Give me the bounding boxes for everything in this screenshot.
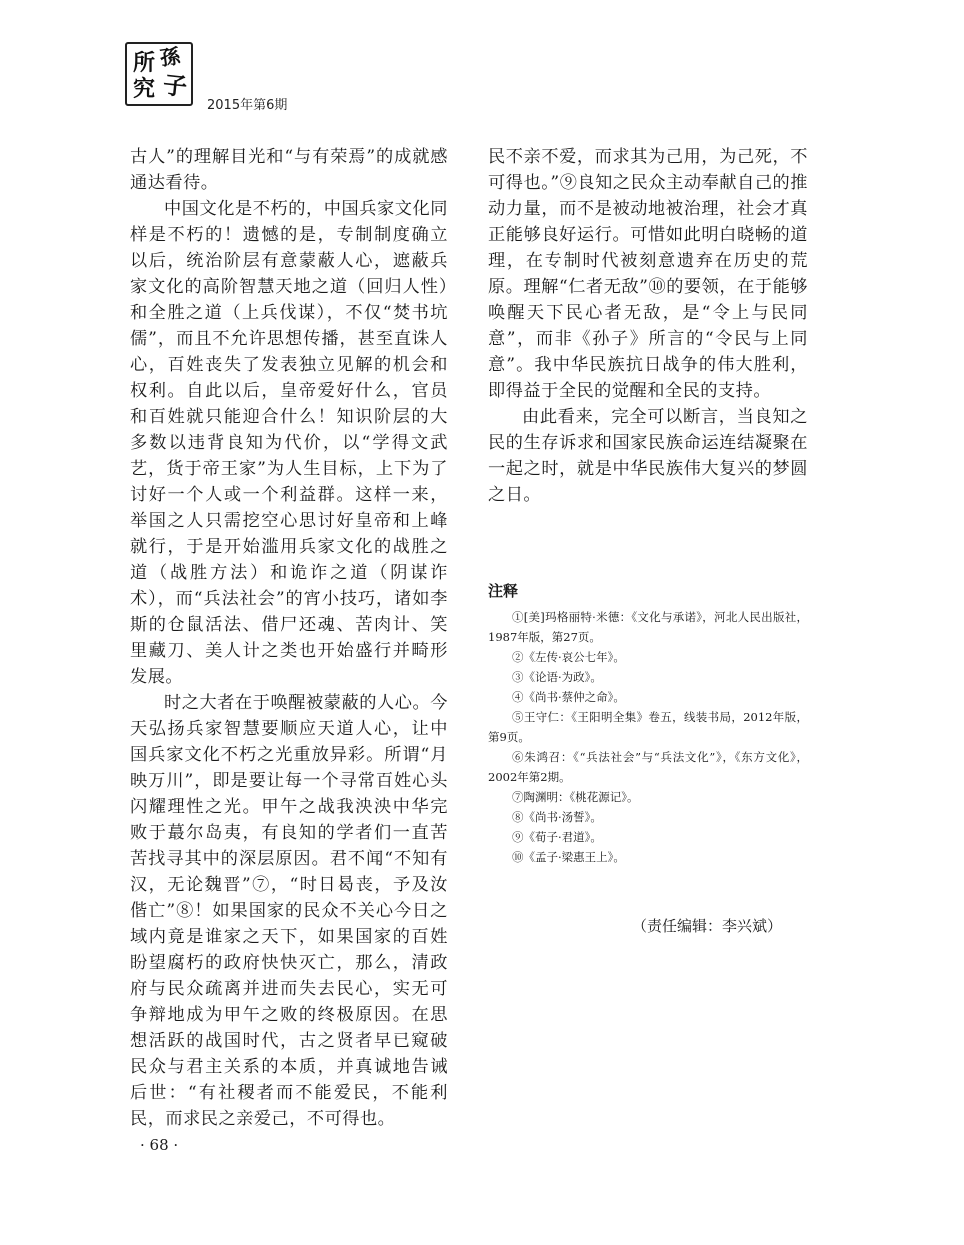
paragraph: 民不亲不爱，而求其为己用，为己死，不可得也。”⑨良知之民众主动奉献自己的推动力量，而不是被动地被治理，社会才真正能够良好运行。可惜如此明白晓畅的道理，在专制时代被刻意遗弃在历史的荒原。理解“仁者无敌”⑩的要领，在于能够唤醒天下民心者无敌，是“令上与民同意”，而非《孙子》所言的“令民与上同意”。我中华民族抗日战争的伟大胜利，即得益于全民的觉醒和全民的支持。: [488, 147, 808, 401]
issue-label: 2015年第6期: [207, 98, 288, 113]
paragraph: 中国文化是不朽的，中国兵家文化同样是不朽的！遗憾的是，专制制度确立以后，统治阶层有意蒙蔽人心，遮蔽兵家文化的高阶智慧天地之道（回归人性）和全胜之道（上兵伐谋），不仅“焚书坑儒”，而且不允许思想传播，甚至直诛人心，百姓丧失了发表独立见解的机会和权利。自此以后，皇帝爱好什么，官员和百姓就只能迎合什么！知识阶层的大多数以违背良知为代价，以“学得文武艺，货于帝王家”为人生目标，上下为了讨好一个人或一个利益群。这样一来，举国之人只需挖空心思讨好皇帝和上峰就行，于是开始滥用兵家文化的战胜之道（战胜方法）和诡诈之道（阴谋诈术），而“兵法社会”的宵小技巧，诸如李斯的仓鼠活法、借尸还魂、苦肉计、笑里藏刀、美人计之类也开始盛行并畸形发展。: [130, 199, 448, 687]
notes-list: [488, 607, 808, 867]
notes-title: 注释: [488, 582, 519, 600]
note-item: ③《论语·为政》。: [512, 670, 602, 684]
paragraph: 由此看来，完全可以断言，当良知之民的生存诉求和国家民族命运连结凝聚在一起之时，就是中华民族伟大复兴的梦圆之日。: [488, 407, 808, 505]
note-item: ⑦陶渊明：《桃花源记》。: [512, 790, 639, 804]
note-item: ⑩《孟子·梁惠王上》。: [512, 850, 625, 864]
paragraph: 时之大者在于唤醒被蒙蔽的人心。今天弘扬兵家智慧要顺应天道人心，让中国兵家文化不朽之光重放异彩。所谓“月映万川”，即是要让每一个寻常百姓心头闪耀理性之光。甲午之战我泱泱中华完败于蕞尔岛夷，有良知的学者们一直苦苦找寻其中的深层原因。君不闻“不知有汉，无论魏晋”⑦，“时日曷丧，予及汝偕亡”⑧！如果国家的民众不关心今日之域内竟是谁家之天下，如果国家的百姓盼望腐朽的政府快快灭亡，那么，清政府与民众疏离并进而失去民心，实无可争辩地成为甲午之败的终极原因。在思想活跃的战国时代，古之贤者早已窥破民众与君主关系的本质，并真诚地告诫后世：“有社稷者而不能爱民，不能利民，而求民之亲爱己，不可得也。: [130, 693, 448, 1129]
left-column: [130, 144, 448, 1132]
note-item: ④《尚书·蔡仲之命》。: [512, 690, 625, 704]
note-item: ②《左传·哀公七年》。: [512, 650, 625, 664]
page-header: [125, 42, 425, 117]
note-item: ①[美]玛格丽特·米德：《文化与承诺》，河北人民出版社，1987年版，第27页。: [488, 610, 808, 644]
page-number: · 68 ·: [140, 1136, 179, 1154]
note-item: ⑨《荀子·君道》。: [512, 830, 602, 844]
note-item: ⑧《尚书·汤誓》。: [512, 810, 602, 824]
responsible-editor: （责任编辑：李兴斌）: [632, 917, 783, 935]
right-column: [488, 144, 808, 508]
logo-char: 究: [133, 76, 156, 102]
note-item: ⑤王守仁：《王阳明全集》卷五，线装书局，2012年版，第9页。: [488, 710, 808, 744]
journal-logo: [125, 42, 193, 106]
logo-char: 子: [161, 69, 189, 102]
paragraph: 古人”的理解目光和“与有荣焉”的成就感通达看待。: [130, 147, 448, 193]
logo-char: 孫: [158, 43, 182, 71]
note-item: ⑥朱鸿召：《“兵法社会”与“兵法文化”》，《东方文化》，2002年第2期。: [488, 750, 808, 784]
logo-char: 所: [133, 50, 156, 76]
